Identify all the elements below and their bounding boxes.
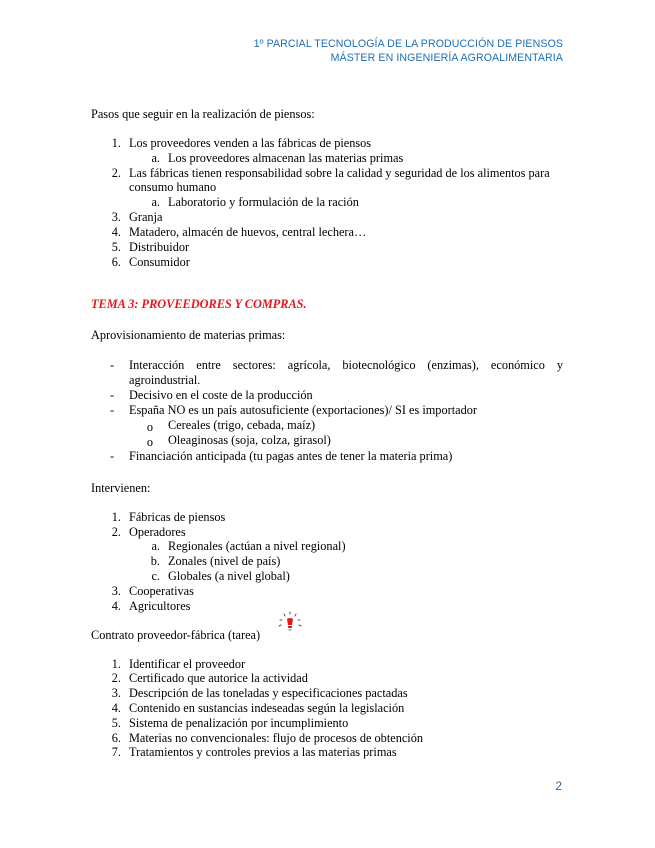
list-letter: b. — [150, 554, 160, 568]
list-number: 5. — [111, 240, 121, 254]
list-text: Descripción de las toneladas y especificaciones pactadas — [129, 686, 408, 700]
list-number: 4. — [111, 225, 121, 239]
circle-bullet: o — [146, 435, 154, 449]
dash-bullet: - — [109, 403, 115, 417]
list-text: Laboratorio y formulación de la ración — [168, 195, 359, 209]
list-text: Los proveedores almacenan las materias primas — [168, 151, 404, 165]
list-text: Decisivo en el coste de la producción — [129, 388, 313, 402]
list-number: 6. — [111, 255, 121, 269]
list-number: 1. — [111, 510, 121, 524]
list-text: Materias no convencionales: flujo de procesos de obtención — [129, 731, 424, 745]
list-number: 1. — [111, 657, 121, 671]
list-text: Certificado que autorice la actividad — [129, 671, 308, 685]
list-number: 2. — [111, 525, 121, 539]
list-text: Matadero, almacén de huevos, central lechera… — [129, 225, 367, 239]
list-text: Distribuidor — [129, 240, 190, 254]
list-text: Granja — [129, 210, 163, 224]
list-text: Identificar el proveedor — [129, 657, 246, 671]
intervienen-intro: Intervienen: — [91, 481, 151, 495]
page-number: 2 — [555, 779, 562, 793]
list-text: consumo humano — [129, 180, 217, 194]
list-text: Sistema de penalización por incumplimiento — [129, 716, 349, 730]
list-number: 5. — [111, 716, 121, 730]
list-letter: a. — [151, 195, 160, 209]
list-text: Consumidor — [129, 255, 190, 269]
list-number: 7. — [111, 745, 121, 759]
page-header — [254, 37, 563, 65]
list-text: Operadores — [129, 525, 186, 539]
list-text: Interacción entre sectores: agrícola, biotecnológico (enzimas), económico y agroindustrial. — [129, 358, 563, 387]
list-text: Zonales (nivel de país) — [168, 554, 281, 568]
lightbulb-icon — [274, 610, 306, 636]
list-text: Contenido en sustancias indeseadas según la legislación — [129, 701, 405, 715]
aprov-intro: Aprovisionamiento de materias primas: — [91, 328, 286, 342]
list-text: Las fábricas tienen responsabilidad sobre la calidad y seguridad de los alimentos para — [129, 166, 550, 180]
list-text: Cooperativas — [129, 584, 194, 598]
steps-intro: Pasos que seguir en la realización de piensos: — [91, 107, 315, 121]
header-course-title: 1º PARCIAL TECNOLOGÍA DE LA PRODUCCIÓN DE PIENSOS — [253, 38, 563, 50]
header-degree: MÁSTER EN INGENIERÍA AGROALIMENTARIA — [330, 52, 563, 64]
list-number: 1. — [111, 136, 121, 150]
list-text: España NO es un país autosuficiente (exportaciones)/ SI es importador — [129, 403, 477, 417]
list-letter: a. — [151, 151, 160, 165]
list-number: 2. — [111, 671, 121, 685]
list-text: Globales (a nivel global) — [168, 569, 290, 583]
contrato-intro: Contrato proveedor-fábrica (tarea) — [91, 628, 261, 642]
list-text: Oleaginosas (soja, colza, girasol) — [168, 433, 331, 447]
list-text: Los proveedores venden a las fábricas de piensos — [129, 136, 372, 150]
list-text: Regionales (actúan a nivel regional) — [168, 539, 346, 553]
section-heading: TEMA 3: PROVEEDORES Y COMPRAS. — [91, 297, 307, 311]
list-text: Agricultores — [129, 599, 191, 613]
dash-bullet: - — [109, 388, 115, 402]
list-letter: a. — [151, 539, 160, 553]
list-number: 6. — [111, 731, 121, 745]
list-text: Tratamientos y controles previos a las materias primas — [129, 745, 397, 759]
list-number: 4. — [111, 599, 121, 613]
list-text: Financiación anticipada (tu pagas antes de tener la materia prima) — [129, 449, 453, 463]
list-text: Fábricas de piensos — [129, 510, 226, 524]
list-number: 4. — [111, 701, 121, 715]
list-number: 3. — [111, 686, 121, 700]
list-number: 2. — [111, 166, 121, 180]
circle-bullet: o — [146, 420, 154, 434]
dash-bullet: - — [109, 358, 115, 372]
list-letter: c. — [151, 569, 160, 583]
list-text: Cereales (trigo, cebada, maíz) — [168, 418, 316, 432]
list-number: 3. — [111, 584, 121, 598]
dash-bullet: - — [109, 449, 115, 463]
list-number: 3. — [111, 210, 121, 224]
